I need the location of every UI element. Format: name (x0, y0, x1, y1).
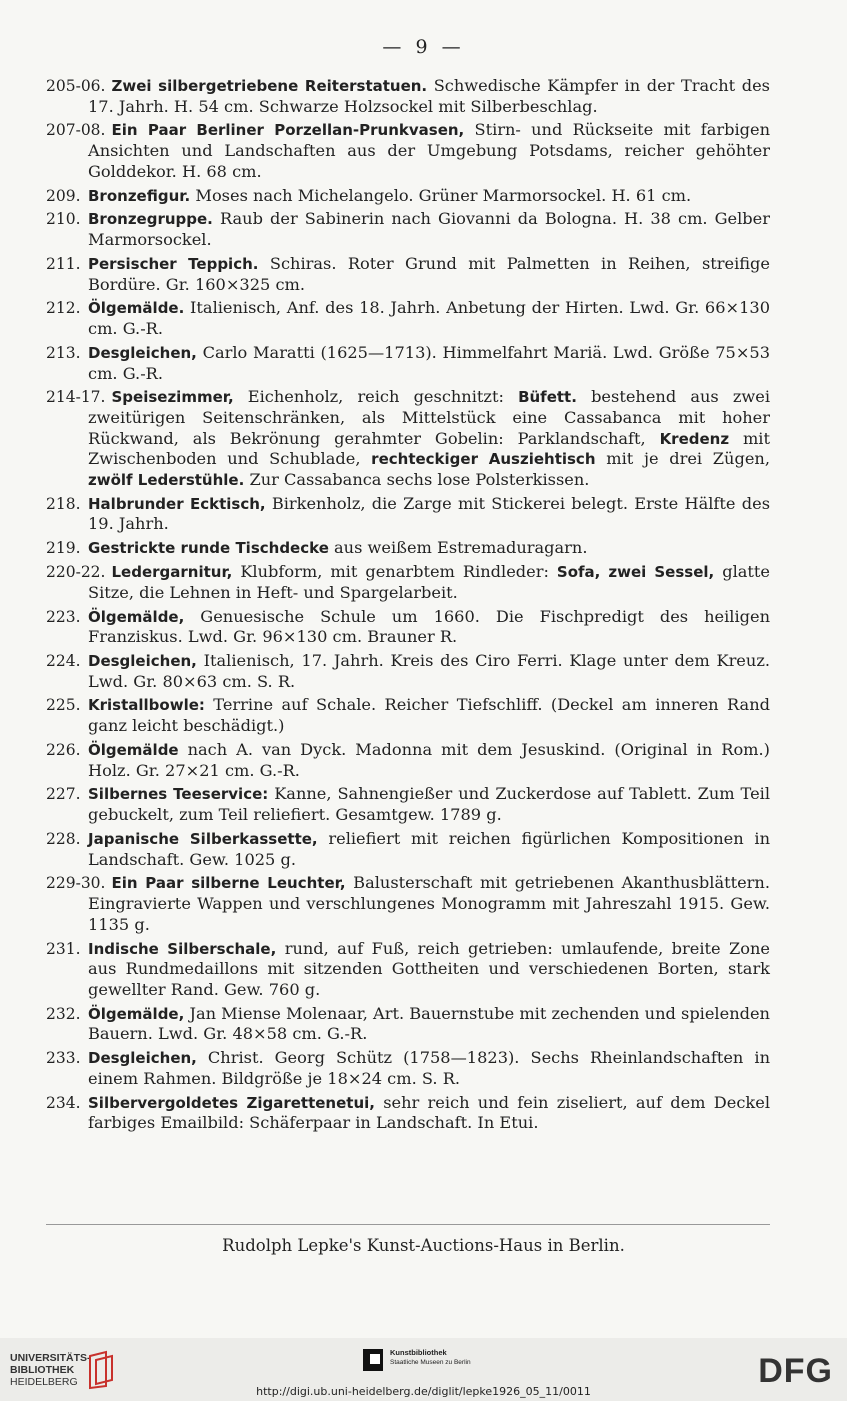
entry-description: Genuesische Schule um 1660. Die Fischpredigt des heiligen Franziskus. Lwd. Gr. 96×130 cm. Brauner R. (88, 606, 770, 647)
entry-title: zwölf Lederstühle. (88, 470, 245, 489)
entry-title: Desgleichen, (88, 652, 197, 670)
entry-description: Italienisch, 17. Jahrh. Kreis des Ciro Ferri. Klage unter dem Kreuz. Lwd. Gr. 80×63 cm. S. R. (88, 651, 770, 691)
entry-title: Persischer Teppich. (88, 254, 259, 273)
publisher-footer: Rudolph Lepke's Kunst-Auctions-Haus in Berlin. (222, 1236, 625, 1255)
uni-line-2: BIBLIOTHEK (10, 1364, 75, 1376)
entry-description: Klubform, mit genarbtem Rindleder: (232, 562, 557, 582)
entry-description: Zur Cassabanca sechs lose Polsterkissen. (244, 469, 590, 489)
entry-description: reliefiert mit reichen figürlichen Kompositionen in Landschaft. Gew. 1025 g. (88, 828, 771, 869)
entry-title: Büfett. (518, 388, 577, 407)
entry-description: Stirn- und Rückseite mit farbigen Ansichten und Landschaften aus der Umgebung Potsdams, reicher gehöhter Golddekor. H. 68 cm. (88, 120, 770, 181)
kb-title: Kunstbibliothek (390, 1348, 447, 1357)
entry-description: aus weißem Estremaduragarn. (328, 538, 588, 558)
page-number: — 9 — (382, 36, 465, 58)
entry-number: 207-08. (46, 121, 106, 140)
catalog-entry (46, 607, 770, 648)
entry-description: Carlo Maratti (1625—1713). Himmelfahrt Mariä. Lwd. Größe 75×53 cm. G.-R. (88, 342, 770, 383)
entry-title: Ein Paar Berliner Porzellan-Prunkvasen, (111, 121, 465, 140)
entry-title: Kristallbowle: (88, 696, 205, 715)
entry-number: 213. (46, 343, 81, 362)
catalog-entry (46, 209, 770, 250)
catalog-entry (46, 186, 770, 207)
entry-number: 205-06. (46, 77, 106, 95)
catalog-entry (46, 120, 770, 182)
entry-number: 233. (46, 1049, 81, 1068)
entry-title: Desgleichen, (88, 1049, 197, 1068)
entry-number: 229-30. (46, 874, 106, 893)
footer-rule (46, 1224, 770, 1225)
entry-title: Ölgemälde (88, 740, 179, 759)
entry-description: Jan Miense Molenaar, Art. Bauernstube mit zechenden und spielenden Bauern. Lwd. Gr. 48×58 cm. G.-R. (88, 1003, 770, 1044)
entry-number: 210. (46, 210, 81, 229)
entry-description: nach A. van Dyck. Madonna mit dem Jesuskind. (Original in Rom.) Holz. Gr. 27×21 cm. G.-R. (88, 739, 770, 780)
entry-title: Bronzefigur. (88, 186, 191, 205)
entry-number: 234. (46, 1093, 81, 1112)
entry-title: Ölgemälde, (88, 1004, 185, 1023)
catalog-entry (46, 651, 770, 692)
entry-title: Ein Paar silberne Leuchter, (111, 874, 346, 893)
source-url[interactable]: http://digi.ub.uni-heidelberg.de/diglit/lepke1926_05_11/0011 (256, 1385, 591, 1398)
entry-number: 219. (46, 539, 81, 558)
entry-title: Silbervergoldetes Zigarettenetui, (88, 1093, 375, 1112)
catalog-entry (46, 873, 770, 935)
entry-title: Ölgemälde, (88, 607, 185, 626)
entry-title: Indische Silberschale, (88, 939, 277, 958)
entry-number: 226. (46, 740, 81, 759)
catalog-entry (46, 343, 770, 384)
entry-title: Sofa, zwei Sessel, (556, 563, 715, 582)
catalog-entry (46, 254, 770, 295)
entry-title: Speisezimmer, (111, 388, 234, 407)
catalog-entries (46, 76, 770, 1137)
entry-title: Zwei silbergetriebene Reiterstatuen. (111, 77, 428, 95)
entry-description: Italienisch, Anf. des 18. Jahrh. Anbetung der Hirten. Lwd. Gr. 66×130 cm. G.-R. (88, 298, 770, 339)
entry-title: Ledergarnitur, (111, 563, 233, 582)
entry-description: sehr reich und fein ziseliert, auf dem Deckel farbiges Emailbild: Schäferpaar in Landschaft. In Etui. (88, 1092, 770, 1133)
entry-number: 218. (46, 494, 81, 513)
entry-number: 225. (46, 696, 81, 715)
kb-subtitle: Staatliche Museen zu Berlin (390, 1359, 471, 1366)
entry-number: 232. (46, 1004, 81, 1023)
catalog-entry (46, 76, 770, 117)
catalog-entry (46, 784, 770, 825)
entry-title: Bronzegruppe. (88, 210, 213, 229)
entry-description: Balusterschaft mit getriebenen Akanthusblättern. Eingravierte Wappen und verschlungenes Monogramm mit Jahreszahl 1915. Gew. 1135 g. (88, 873, 770, 934)
university-library-logo-icon (86, 1350, 116, 1390)
entry-description: Schwedische Kämpfer in der Tracht des 17. Jahrh. H. 54 cm. Schwarze Holzsockel mit Silberbeschlag. (88, 76, 770, 116)
catalog-entry (46, 494, 770, 535)
entry-description: Eichenholz, reich geschnitzt: (233, 387, 519, 407)
catalog-entry (46, 1093, 770, 1134)
entry-title: Desgleichen, (88, 343, 197, 362)
entry-description: Birkenholz, die Zarge mit Stickerei belegt. Erste Hälfte des 19. Jahrh. (88, 493, 770, 534)
entry-title: Ölgemälde. (88, 299, 185, 318)
catalog-entry (46, 829, 770, 870)
entry-description: Terrine auf Schale. Reicher Tiefschliff. (Deckel am inneren Rand ganz leicht beschädigt.) (88, 695, 770, 736)
catalog-entry (46, 695, 770, 736)
entry-title: Halbrunder Ecktisch, (88, 494, 266, 513)
catalog-entry (46, 1004, 770, 1045)
catalog-entry (46, 740, 770, 781)
entry-description: mit je drei Zügen, (595, 449, 770, 469)
university-library-label (10, 1352, 91, 1388)
dfg-logo: DFG (758, 1352, 833, 1390)
entry-number: 224. (46, 652, 81, 670)
entry-description: glatte Sitze, die Lehnen in Heft- und Spargelarbeit. (88, 562, 770, 602)
entry-title: Kredenz (659, 429, 730, 448)
entry-number: 220-22. (46, 563, 106, 582)
entry-number: 223. (46, 607, 81, 626)
entry-number: 228. (46, 829, 81, 848)
entry-description: Raub der Sabinerin nach Giovanni da Bologna. H. 38 cm. Gelber Marmorsockel. (88, 209, 770, 250)
entry-title: Silbernes Teeservice: (88, 785, 269, 804)
catalog-entry (46, 298, 770, 339)
entry-number: 211. (46, 254, 81, 273)
catalog-entry (46, 939, 770, 1001)
kunstbibliothek-logo-icon (362, 1348, 384, 1372)
entry-description: bestehend aus zwei zweitürigen Seitenschränken, als Mittelstück eine Cassabanca mit hoher Rückwand, als Bekrönung gerahmter Gobelin: Parklandschaft, (88, 387, 771, 448)
entry-description: Kanne, Sahnengießer und Zuckerdose auf Tablett. Zum Teil gebuckelt, zum Teil reliefiert. Gesamtgew. 1789 g. (88, 784, 771, 825)
entry-description: Schiras. Roter Grund mit Palmetten in Reihen, streifige Bordüre. Gr. 160×325 cm. (88, 253, 770, 294)
entry-description: Christ. Georg Schütz (1758—1823). Sechs Rheinlandschaften in einem Rahmen. Bildgröße je 18×24 cm. S. R. (88, 1048, 770, 1088)
entry-title: rechteckiger Ausziehtisch (371, 450, 596, 469)
catalog-entry (46, 538, 770, 559)
catalog-entry (46, 387, 770, 490)
entry-title: Gestrickte runde Tischdecke (88, 539, 329, 558)
catalog-entry (46, 562, 770, 603)
entry-number: 231. (46, 939, 81, 958)
entry-number: 212. (46, 299, 81, 318)
entry-title: Japanische Silberkassette, (88, 829, 318, 848)
catalog-entry (46, 1048, 770, 1089)
kunstbibliothek-label (362, 1348, 471, 1372)
uni-line-3: HEIDELBERG (10, 1376, 78, 1388)
entry-number: 209. (46, 186, 81, 205)
entry-description: rund, auf Fuß, reich getrieben: umlaufende, breite Zone aus Rundmedaillons mit sitzenden Gottheiten und verschiedenen Borten, stark gewellter Rand. Gew. 760 g. (88, 938, 771, 999)
entry-number: 227. (46, 785, 81, 804)
entry-description: mit Zwischenboden und Schublade, (88, 428, 770, 469)
uni-line-1: UNIVERSITÄTS- (10, 1352, 91, 1364)
entry-number: 214-17. (46, 388, 106, 407)
entry-description: Moses nach Michelangelo. Grüner Marmorsockel. H. 61 cm. (190, 185, 692, 205)
